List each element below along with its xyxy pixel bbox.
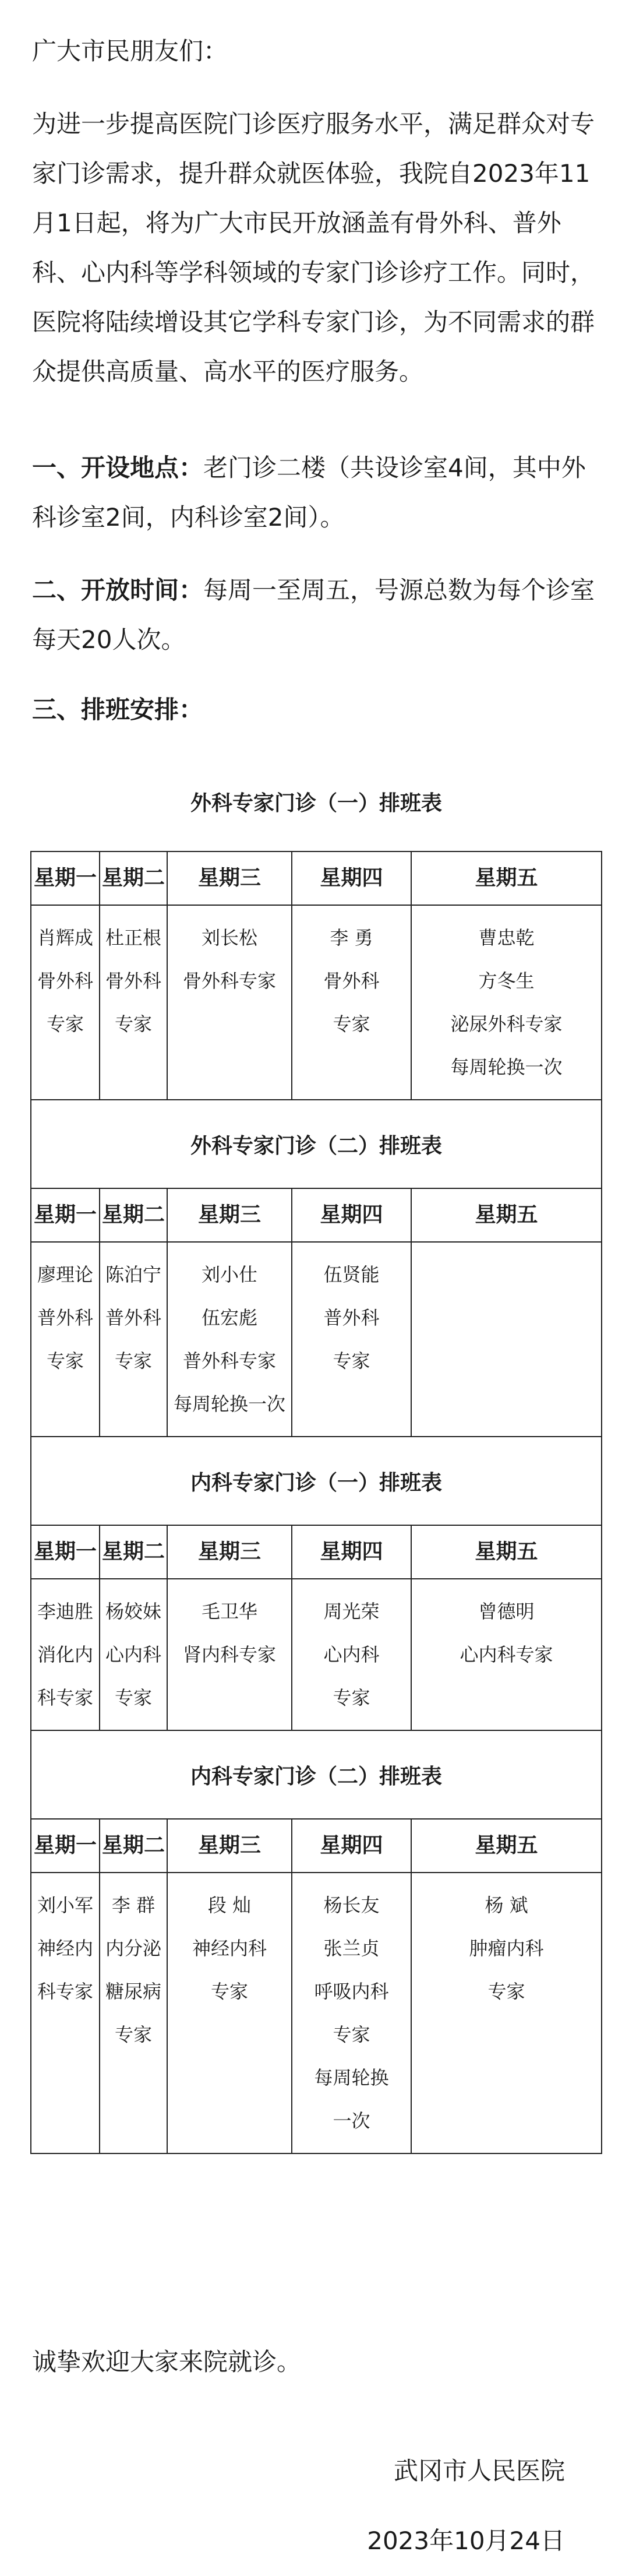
schedule-cell-tue (100, 1242, 167, 1437)
weekday-header-thu: 星期四 (292, 1819, 411, 1873)
cell-line: 专家 (114, 1687, 152, 1709)
schedule-cell-fri (411, 1242, 602, 1437)
intro-paragraph: 为进一步提高医院门诊医疗服务水平，满足群众对专家门诊需求，提升群众就医体验，我院自2023年11月1日起，将为广大市民开放涵盖有骨外科、普外科、心内科等学科领域的专家门诊诊疗工作。同时，医院将陆续增设其它学科专家门诊，为不同需求的群众提供高质量、高水平的医疗服务。 (32, 110, 595, 386)
cell-line: 陈泊宁 (105, 1264, 161, 1286)
location-paragraph (32, 443, 606, 542)
table-row (31, 1579, 602, 1730)
schedule-cell-mon (31, 905, 100, 1100)
table-caption-row (31, 752, 602, 851)
table-row (31, 1242, 602, 1437)
location-text: 老门诊二楼（共设诊室4间，其中外科诊室2间，内科诊室2间）。 (32, 453, 586, 532)
cell-line: 杨长友 (323, 1894, 380, 1916)
cell-line: 刘小军 (37, 1894, 93, 1916)
cell-line: 每周轮换一次 (450, 1056, 563, 1078)
cell-line: 糖尿病 (105, 1980, 161, 2003)
weekday-header-fri: 星期五 (411, 851, 602, 905)
cell-line: 李迪胜 (37, 1600, 93, 1623)
cell-line: 杜正根 (105, 927, 161, 949)
schedule-table-wrap (30, 752, 601, 2154)
weekday-header-wed: 星期三 (167, 851, 292, 905)
weekday-header-thu: 星期四 (292, 1525, 411, 1579)
weekday-header-wed: 星期三 (167, 1819, 292, 1873)
cell-line: 周光荣 (323, 1600, 380, 1623)
cell-line: 专家 (46, 1013, 84, 1035)
schedule-heading: 三、排班安排： (32, 695, 204, 724)
cell-line: 神经内科 (192, 1937, 267, 1959)
schedule-cell-mon (31, 1873, 100, 2153)
schedule-cell-fri (411, 905, 602, 1100)
cell-line: 刘长松 (201, 927, 257, 949)
cell-line: 李 勇 (330, 927, 373, 949)
schedule-cell-tue (100, 1873, 167, 2153)
schedule-cell-thu (292, 1873, 411, 2153)
weekday-header-fri: 星期五 (411, 1188, 602, 1242)
cell-line: 呼吸内科 (314, 1980, 389, 2003)
signature-org: 武冈市人民医院 (393, 2457, 565, 2485)
schedule-cell-mon (31, 1242, 100, 1437)
cell-line: 神经内科专家 (37, 1937, 93, 2003)
cell-line: 伍贤能 (323, 1264, 380, 1286)
cell-line: 一次 (333, 2110, 370, 2132)
cell-line: 杨 斌 (485, 1894, 528, 1916)
cell-line: 骨外科 (323, 970, 380, 992)
weekday-header-tue: 星期二 (100, 1525, 167, 1579)
cell-line: 专家 (114, 1350, 152, 1372)
cell-line: 专家 (114, 2024, 152, 2046)
table-caption-row (31, 1437, 602, 1525)
location-label: 一、开设地点： (32, 453, 204, 482)
weekday-header-thu: 星期四 (292, 1188, 411, 1242)
schedule-cell-wed (167, 905, 292, 1100)
signature-date: 2023年10月24日 (367, 2526, 565, 2555)
weekday-header-mon: 星期一 (31, 1525, 100, 1579)
cell-line: 骨外科专家 (182, 970, 276, 992)
weekday-header-mon: 星期一 (31, 851, 100, 905)
cell-line: 专家 (333, 2024, 370, 2046)
table-caption-row (31, 1100, 602, 1188)
cell-line: 专家 (333, 1013, 370, 1035)
weekday-header-tue: 星期二 (100, 1188, 167, 1242)
weekday-header-wed: 星期三 (167, 1525, 292, 1579)
weekday-header-row (31, 1188, 602, 1242)
cell-line: 伍宏彪 (201, 1307, 257, 1329)
cell-line: 李 群 (111, 1894, 156, 1916)
cell-line: 骨外科 (105, 970, 161, 992)
weekday-header-wed: 星期三 (167, 1188, 292, 1242)
cell-line: 心内科 (323, 1644, 380, 1666)
cell-line: 专家 (333, 1350, 370, 1372)
cell-line: 曹忠乾 (478, 927, 535, 949)
schedule-cell-fri (411, 1873, 602, 2153)
time-paragraph (32, 565, 606, 664)
cell-line: 曾德明 (478, 1600, 535, 1623)
table-title: 外科专家门诊（一）排班表 (31, 752, 602, 851)
schedule-cell-thu (292, 905, 411, 1100)
cell-line: 普外科 (37, 1307, 93, 1329)
table-row (31, 905, 602, 1100)
schedule-cell-tue (100, 905, 167, 1100)
cell-line: 每周轮换一次 (173, 1393, 285, 1415)
cell-line: 方冬生 (478, 970, 535, 992)
cell-line: 专家 (210, 1980, 248, 2003)
cell-line: 张兰贞 (323, 1937, 380, 1959)
cell-line: 专家 (487, 1980, 525, 2003)
weekday-header-fri: 星期五 (411, 1525, 602, 1579)
time-label: 二、开放时间： (32, 576, 204, 604)
cell-line: 内分泌 (105, 1937, 161, 1959)
cell-line: 肾内科专家 (182, 1644, 276, 1666)
cell-line: 杨姣妹 (105, 1600, 161, 1623)
greeting: 广大市民朋友们： (32, 37, 228, 65)
cell-line: 专家 (114, 1013, 152, 1035)
cell-line: 毛卫华 (201, 1600, 257, 1623)
weekday-header-thu: 星期四 (292, 851, 411, 905)
schedule-cell-wed (167, 1242, 292, 1437)
cell-line: 肖辉成 (37, 927, 93, 949)
cell-line: 专家 (333, 1687, 370, 1709)
schedule-cell-wed (167, 1579, 292, 1730)
cell-line: 普外科专家 (182, 1350, 276, 1372)
weekday-header-tue: 星期二 (100, 1819, 167, 1873)
table-title: 内科专家门诊（二）排班表 (31, 1730, 602, 1819)
weekday-header-row (31, 1819, 602, 1873)
schedule-cell-wed (167, 1873, 292, 2153)
schedule-cell-mon (31, 1579, 100, 1730)
weekday-header-mon: 星期一 (31, 1188, 100, 1242)
cell-line: 每周轮换 (314, 2067, 389, 2089)
table-title: 外科专家门诊（二）排班表 (31, 1100, 602, 1188)
table-caption-row (31, 1730, 602, 1819)
closing-line: 诚挚欢迎大家来院就诊。 (32, 2348, 302, 2376)
cell-line: 廖理论 (37, 1264, 93, 1286)
weekday-header-row (31, 1525, 602, 1579)
cell-line: 刘小仕 (201, 1264, 257, 1286)
cell-line: 泌尿外科专家 (450, 1013, 563, 1035)
cell-line: 骨外科 (37, 970, 93, 992)
table-title: 内科专家门诊（一）排班表 (31, 1437, 602, 1525)
weekday-header-row (31, 851, 602, 905)
table-row (31, 1873, 602, 2153)
schedule-cell-thu (292, 1579, 411, 1730)
cell-line: 专家 (46, 1350, 84, 1372)
weekday-header-tue: 星期二 (100, 851, 167, 905)
cell-line: 消化内科专家 (37, 1644, 93, 1709)
schedule-cell-fri (411, 1579, 602, 1730)
cell-line: 段 灿 (207, 1894, 252, 1916)
cell-line: 普外科 (105, 1307, 161, 1329)
time-text: 每周一至周五，号源总数为每个诊室每天20人次。 (32, 576, 595, 654)
schedule-cell-thu (292, 1242, 411, 1437)
cell-line: 肿瘤内科 (469, 1937, 544, 1959)
weekday-header-fri: 星期五 (411, 1819, 602, 1873)
schedule-cell-tue (100, 1579, 167, 1730)
cell-line: 心内科 (105, 1644, 161, 1666)
cell-line: 普外科 (323, 1307, 380, 1329)
weekday-header-mon: 星期一 (31, 1819, 100, 1873)
cell-line: 心内科专家 (460, 1644, 553, 1666)
schedule-table (30, 752, 602, 2154)
